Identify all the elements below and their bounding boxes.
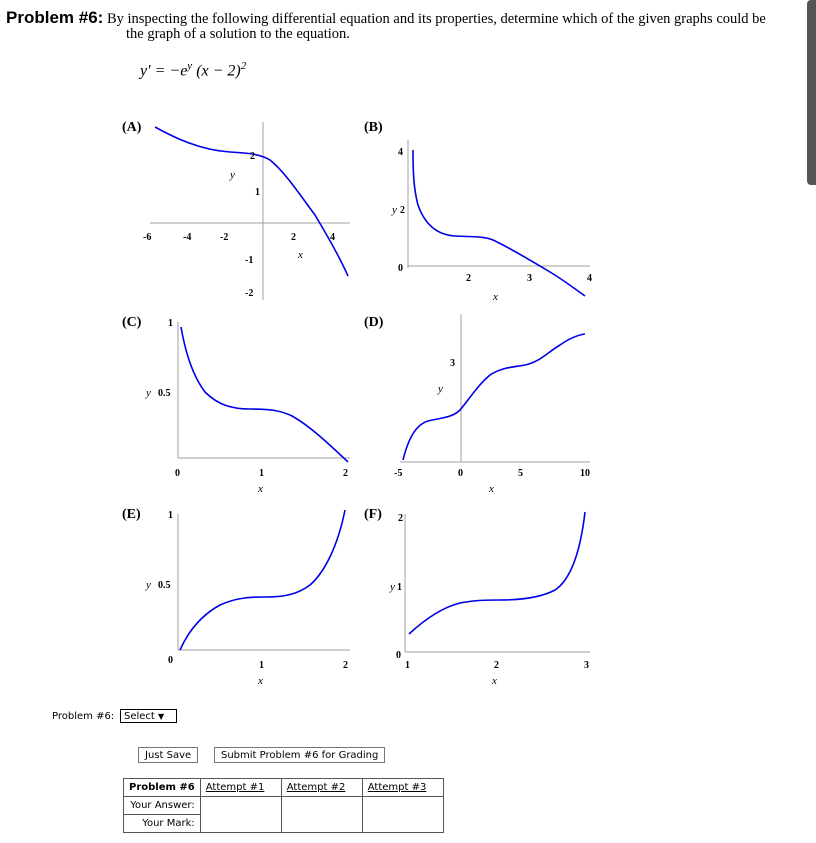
- graph-d[interactable]: [364, 314, 590, 495]
- graph-b-label: (B): [364, 120, 383, 135]
- graph-e-label: (E): [122, 507, 141, 522]
- graph-a-ytick: -2: [245, 288, 254, 299]
- graph-c-xlabel: x: [258, 483, 263, 495]
- graph-f-xlabel: x: [492, 675, 497, 687]
- graph-e-ytick: 1: [168, 510, 173, 521]
- graph-a-label: (A): [122, 120, 142, 135]
- just-save-button[interactable]: Just Save: [138, 747, 198, 763]
- graph-d-xtick: -5: [394, 468, 403, 479]
- graph-a-curve: [155, 127, 348, 276]
- graph-f-ytick: 1: [397, 582, 402, 593]
- graph-f-ytick: 2: [398, 513, 403, 524]
- graph-c-xtick: 0: [175, 468, 180, 479]
- graph-c-label: (C): [122, 315, 142, 330]
- graph-e-xlabel: x: [258, 675, 263, 687]
- graph-f-xtick: 2: [494, 660, 499, 671]
- graph-b-xtick: 3: [527, 273, 532, 284]
- graph-b-xlabel: x: [493, 291, 498, 303]
- graph-c-ytick: 0.5: [158, 388, 171, 399]
- graph-d-curve: [403, 334, 585, 460]
- graph-c-ytick: 1: [168, 318, 173, 329]
- table-row: [124, 779, 444, 797]
- graph-f-ylabel: y: [390, 581, 395, 593]
- attempt-1-cell: [200, 797, 281, 833]
- answer-select-value: Select: [124, 711, 155, 722]
- graph-a-xtick: 4: [330, 232, 335, 243]
- problem-number: Problem #6:: [6, 8, 104, 27]
- graph-a-ytick: 2: [250, 151, 255, 162]
- problem-text-line2: the graph of a solution to the equation.: [126, 26, 350, 42]
- graph-d-ylabel: y: [438, 383, 443, 395]
- chevron-down-icon: ▼: [158, 712, 165, 721]
- equation-exponent: y: [187, 60, 193, 72]
- graph-e-curve: [180, 510, 345, 650]
- graph-c-curve: [181, 327, 348, 462]
- graph-e[interactable]: [122, 507, 350, 687]
- graph-b[interactable]: [364, 120, 592, 303]
- graph-f-xtick: 1: [405, 660, 410, 671]
- answer-select[interactable]: [120, 709, 177, 723]
- graph-e-ylabel: y: [146, 579, 151, 591]
- attempt-2-cell: [281, 797, 362, 833]
- graph-a-xtick: -2: [220, 232, 229, 243]
- problem-text-line1: By inspecting the following differential equation and its properties, determine which of the given graphs could be: [106, 11, 766, 27]
- graph-f[interactable]: [364, 507, 590, 687]
- graph-e-xtick: 2: [343, 660, 348, 671]
- your-mark-label: Your Mark:: [124, 815, 201, 833]
- graph-b-xtick: 2: [466, 273, 471, 284]
- graph-c-xtick: 2: [343, 468, 348, 479]
- graph-b-xtick: 4: [587, 273, 592, 284]
- graph-f-ytick: 0: [396, 650, 401, 661]
- graph-e-ytick: 0.5: [158, 580, 171, 591]
- graph-e-xtick: 1: [259, 660, 264, 671]
- graph-d-xtick: 0: [458, 468, 463, 479]
- graph-a-xtick: -4: [183, 232, 192, 243]
- equation-mid: (x − 2): [192, 62, 241, 80]
- graph-c[interactable]: [122, 315, 350, 495]
- attempt-3-cell: [362, 797, 443, 833]
- attempt-1-link[interactable]: Attempt #1: [205, 782, 265, 793]
- attempt-3-link[interactable]: Attempt #3: [367, 782, 427, 793]
- graph-b-ytick: 2: [400, 205, 405, 216]
- graph-a-xlabel: x: [298, 249, 303, 261]
- graph-a-ytick: 1: [255, 187, 260, 198]
- answer-row-label: Problem #6:: [52, 711, 115, 722]
- graph-b-curve: [413, 150, 585, 296]
- graph-b-ylabel: y: [392, 204, 397, 216]
- equation-power: 2: [240, 60, 247, 72]
- table-problem-header: Problem #6: [124, 779, 201, 797]
- table-row: [124, 797, 444, 815]
- graph-c-xtick: 1: [259, 468, 264, 479]
- graph-d-xtick: 5: [518, 468, 523, 479]
- graph-f-label: (F): [364, 507, 382, 522]
- graph-d-xlabel: x: [489, 483, 494, 495]
- graph-a-ylabel: y: [230, 169, 235, 181]
- graph-a[interactable]: [122, 120, 350, 300]
- graph-a-xtick: -6: [143, 232, 152, 243]
- submit-button[interactable]: Submit Problem #6 for Grading: [214, 747, 385, 763]
- graph-e-xtick: 0: [168, 655, 173, 666]
- graph-a-ytick: -1: [245, 255, 254, 266]
- attempts-table: [123, 778, 444, 833]
- graph-f-curve: [409, 512, 585, 634]
- graph-a-xtick: 2: [291, 232, 296, 243]
- attempt-2-link[interactable]: Attempt #2: [286, 782, 346, 793]
- equation-lhs: y′ = −e: [140, 62, 188, 80]
- your-answer-label: Your Answer:: [124, 797, 201, 815]
- graph-d-xtick: 10: [580, 468, 590, 479]
- graph-d-label: (D): [364, 315, 384, 330]
- graph-b-ytick: 4: [398, 147, 403, 158]
- graph-f-xtick: 3: [584, 660, 589, 671]
- graph-d-ytick: 3: [450, 358, 455, 369]
- graph-c-ylabel: y: [146, 387, 151, 399]
- graph-b-ytick: 0: [398, 263, 403, 274]
